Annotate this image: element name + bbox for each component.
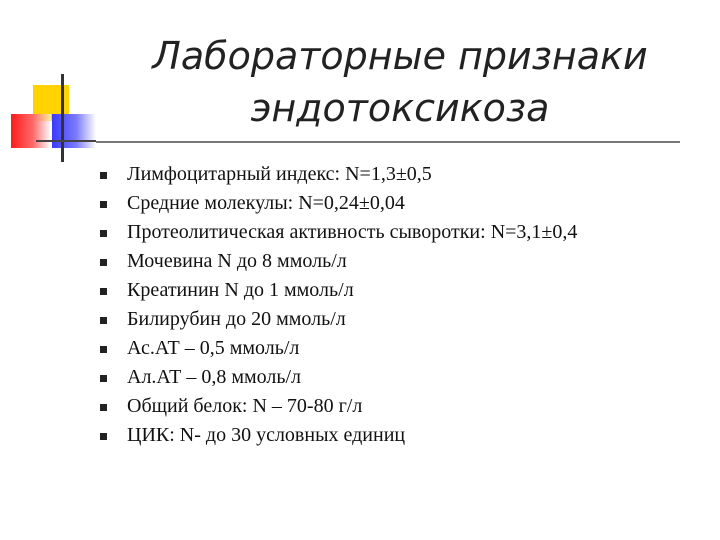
square-bullet-icon — [100, 172, 107, 179]
list-item-text: Ас.АТ – 0,5 ммоль/л — [127, 337, 300, 359]
list-item-text: Средние молекулы: N=0,24±0,04 — [127, 192, 405, 214]
title-line-1: Лабораторные признаки — [152, 34, 648, 78]
logo-horizontal-line — [36, 140, 96, 142]
square-bullet-icon — [100, 201, 107, 208]
slide-title — [110, 30, 690, 134]
list-item — [100, 218, 577, 247]
list-item — [100, 247, 577, 276]
list-item — [100, 305, 577, 334]
square-bullet-icon — [100, 259, 107, 266]
list-item — [100, 392, 577, 421]
square-bullet-icon — [100, 375, 107, 382]
list-item — [100, 334, 577, 363]
list-item-text: ЦИК: N- до 30 условных единиц — [127, 424, 406, 446]
list-item-text: Лимфоцитарный индекс: N=1,3±0,5 — [127, 163, 432, 185]
list-item — [100, 276, 577, 305]
logo-blue-square — [52, 114, 96, 148]
list-item-text: Билирубин до 20 ммоль/л — [127, 308, 346, 330]
list-item — [100, 160, 577, 189]
list-item-text: Креатинин N до 1 ммоль/л — [127, 279, 354, 301]
square-bullet-icon — [100, 346, 107, 353]
logo-vertical-line — [61, 74, 64, 162]
logo-red-square — [11, 114, 51, 148]
title-underline — [96, 141, 680, 143]
list-item — [100, 189, 577, 218]
list-item — [100, 421, 577, 450]
list-item-text: Мочевина N до 8 ммоль/л — [127, 250, 347, 272]
list-item-text: Общий белок: N – 70-80 г/л — [127, 395, 363, 417]
square-bullet-icon — [100, 288, 107, 295]
square-bullet-icon — [100, 230, 107, 237]
list-item — [100, 363, 577, 392]
square-bullet-icon — [100, 433, 107, 440]
title-line-2: эндотоксикоза — [250, 86, 550, 130]
list-item-text: Ал.АТ – 0,8 ммоль/л — [127, 366, 302, 388]
square-bullet-icon — [100, 317, 107, 324]
list-item-text: Протеолитическая активность сыворотки: N=3,1±0,4 — [127, 221, 578, 243]
square-bullet-icon — [100, 404, 107, 411]
bullet-list — [100, 160, 577, 450]
